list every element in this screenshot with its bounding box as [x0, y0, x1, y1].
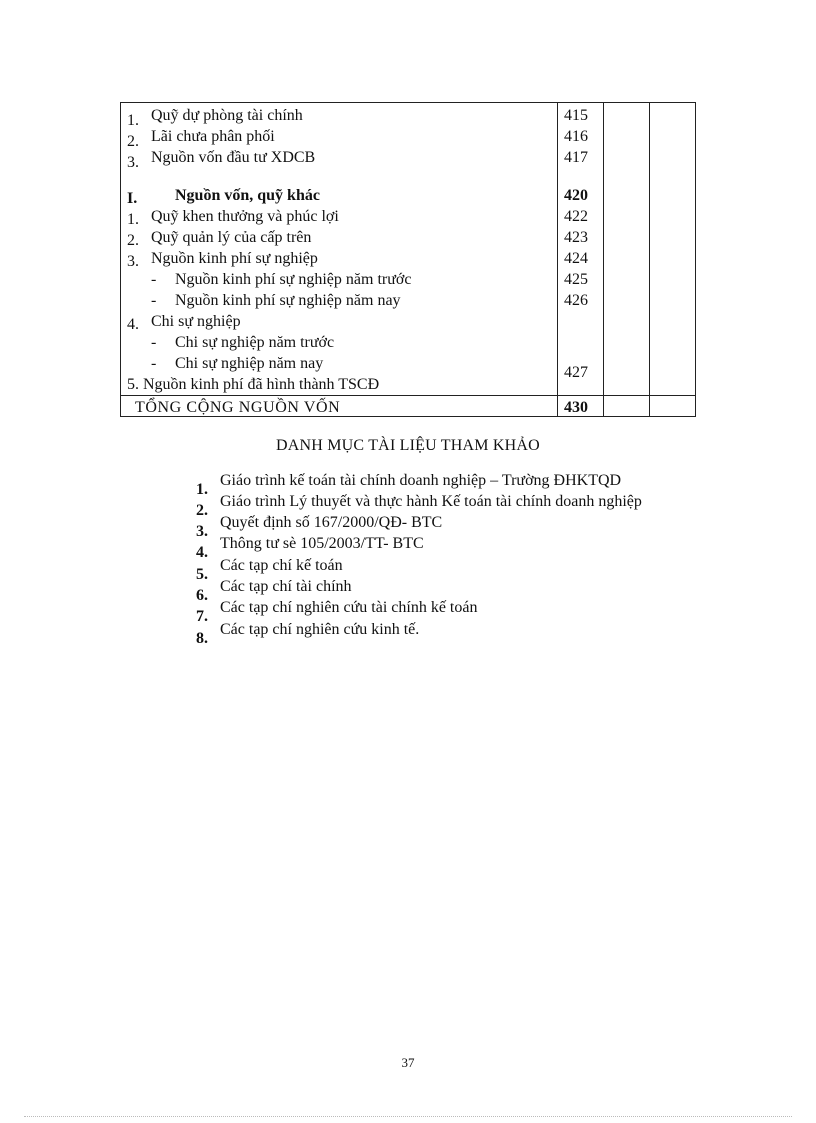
table-row [121, 126, 695, 150]
row-code: 417 [564, 149, 588, 166]
list-text: Giáo trình kế toán tài chính doanh nghiệp – Trường ĐHKTQD [220, 472, 622, 489]
table-row [121, 290, 695, 311]
row-code: 427 [564, 364, 588, 381]
list-text: Các tạp chí nghiên cứu tài chính kế toán [220, 599, 478, 616]
row-label: Quỹ quản lý của cấp trên [151, 229, 312, 246]
row-label: Quỹ khen thưởng và phúc lợi [151, 208, 339, 225]
list-text: Các tạp chí nghiên cứu kinh tế. [220, 621, 420, 638]
balance-sheet-table [120, 102, 696, 417]
table-row [121, 206, 695, 227]
row-number: 2. [127, 232, 139, 249]
table-row [121, 248, 695, 269]
row-number: 3. [127, 154, 139, 171]
row-label: Nguồn kinh phí sự nghiệp [151, 250, 318, 267]
row-label: Quỹ dự phòng tài chính [151, 107, 303, 124]
table-section-row [121, 185, 695, 206]
row-code: 422 [564, 208, 588, 225]
dash-bullet: - [151, 334, 157, 351]
row-number: 2. [127, 133, 139, 150]
table-row [121, 105, 695, 129]
row-code: 416 [564, 128, 588, 145]
list-number: 1. [196, 481, 208, 498]
row-number: 3. [127, 253, 139, 270]
list-text: Giáo trình Lý thuyết và thực hành Kế toán tài chính doanh nghiệp [220, 493, 642, 510]
row-label: Chi sự nghiệp năm trước [175, 334, 335, 351]
list-text: Quyết định số 167/2000/QĐ- BTC [220, 514, 443, 531]
list-number: 6. [196, 587, 208, 604]
row-code: 425 [564, 271, 588, 288]
list-number: 7. [196, 608, 208, 625]
total-row-divider [121, 395, 695, 396]
list-number: 2. [196, 502, 208, 519]
row-label: Nguồn vốn đầu tư XDCB [151, 149, 316, 166]
dash-bullet: - [151, 355, 157, 372]
table-row [121, 332, 695, 353]
table-row [121, 227, 695, 248]
table-row [121, 147, 695, 171]
row-code: 415 [564, 107, 588, 124]
total-row [121, 397, 695, 418]
list-number: 8. [196, 630, 208, 647]
row-code: 424 [564, 250, 588, 267]
section-number: I. [127, 190, 138, 207]
dash-bullet: - [151, 292, 157, 309]
row-number: 1. [127, 211, 139, 228]
page-bottom-rule [24, 1116, 792, 1117]
dash-bullet: - [151, 271, 157, 288]
total-label: TỔNG CỘNG NGUỒN VỐN [135, 399, 341, 416]
row-label: Nguồn kinh phí sự nghiệp năm nay [175, 292, 401, 309]
references-heading: DANH MỤC TÀI LIỆU THAM KHẢO [276, 437, 540, 454]
list-number: 3. [196, 523, 208, 540]
total-code: 430 [564, 399, 588, 416]
table-row [121, 353, 695, 381]
table-row [121, 269, 695, 290]
row-code: 423 [564, 229, 588, 246]
list-text: Thông tư sè 105/2003/TT- BTC [220, 535, 424, 552]
list-number: 4. [196, 544, 208, 561]
row-code: 420 [564, 187, 588, 204]
row-label: Nguồn kinh phí sự nghiệp năm trước [175, 271, 412, 288]
row-label: 5. Nguồn kinh phí đã hình thành TSCĐ [127, 376, 380, 393]
section-label: Nguồn vốn, quỹ khác [175, 187, 320, 204]
row-label: Chi sự nghiệp [151, 313, 241, 330]
row-label: Lãi chưa phân phối [151, 128, 275, 145]
list-text: Các tạp chí tài chính [220, 578, 352, 595]
table-row [121, 374, 695, 395]
list-text: Các tạp chí kế toán [220, 557, 343, 574]
row-number: 4. [127, 316, 139, 333]
page-number: 37 [401, 1055, 415, 1070]
row-number: 1. [127, 112, 139, 129]
row-code: 426 [564, 292, 588, 309]
table-row [121, 311, 695, 332]
row-label: Chi sự nghiệp năm nay [175, 355, 324, 372]
list-number: 5. [196, 566, 208, 583]
